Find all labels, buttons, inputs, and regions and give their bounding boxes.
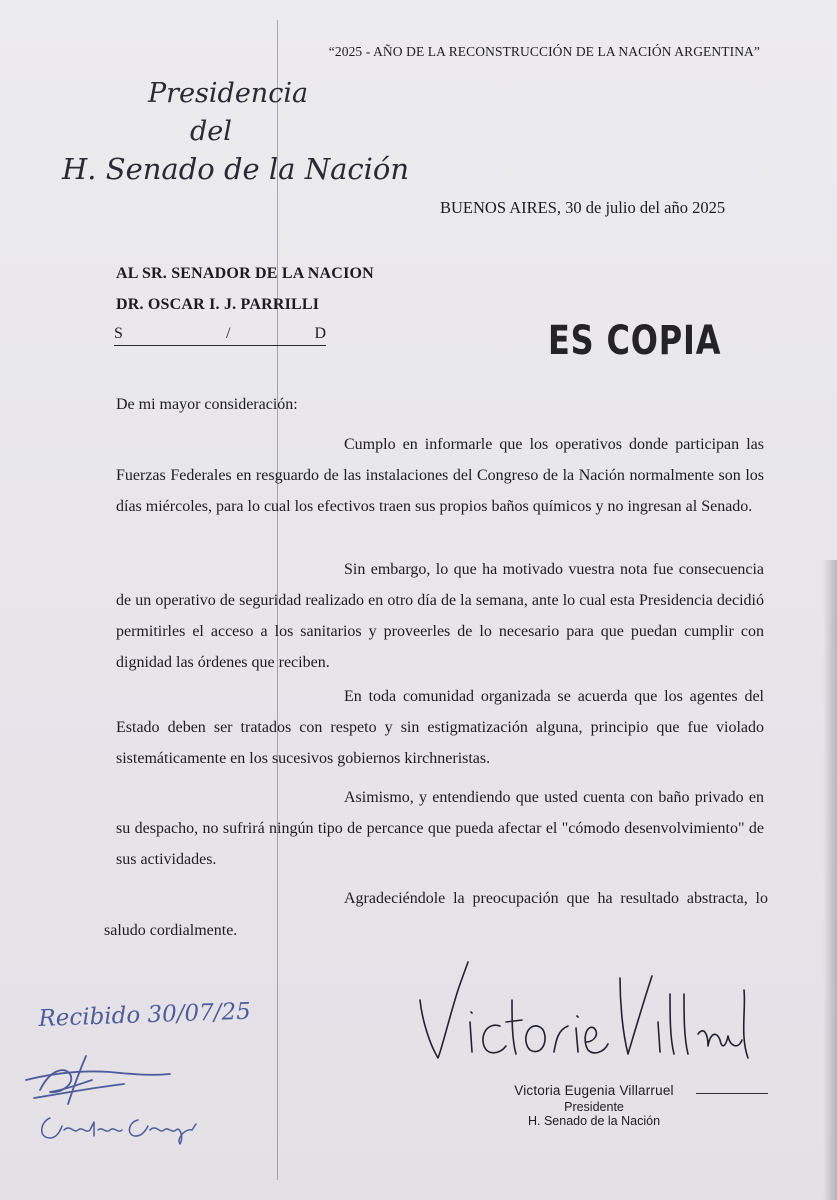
year-motto: “2025 - AÑO DE LA RECONSTRUCCIÓN DE LA NACIÓN ARGENTINA” <box>328 44 760 59</box>
signatory-name: Victoria Eugenia Villarruel <box>514 1083 674 1098</box>
date-line: BUENOS AIRES, 30 de julio del año 2025 <box>440 198 726 217</box>
sd-s: S <box>114 325 123 342</box>
body-paragraph-4: Asimismo, y entendiendo que usted cuenta con baño privado en su despacho, no sufrirá ningún tipo de percance que pueda afectar el "cómodo desenvolvimiento" de sus actividades. <box>116 789 764 868</box>
signature-rule <box>696 1093 768 1094</box>
signatory-institution: H. Senado de la Nación <box>527 1114 661 1128</box>
letterhead-line-2: del <box>190 116 232 147</box>
body-paragraph-3: En toda comunidad organizada se acuerda que los agentes del Estado deben ser tratados con respeto y sin estigmatización alguna, principio que fue violado sistemáticamente en los sucesivos gobiernos kirchneristas. <box>116 688 764 767</box>
receipt-initials <box>20 1050 180 1110</box>
page-edge-shadow <box>823 560 837 1200</box>
copy-stamp: ES COPIA <box>548 318 722 364</box>
letterhead-line-3: H. Senado de la Nación <box>62 152 410 186</box>
addressee-line-2: DR. OSCAR I. J. PARRILLI <box>116 296 320 313</box>
su-despacho-line <box>114 325 326 346</box>
addressee-line-1: AL SR. SENADOR DE LA NACION <box>116 265 374 282</box>
receipt-signature <box>36 1108 206 1148</box>
body-paragraph-1: Cumplo en informarle que los operativos donde participan las Fuerzas Federales en resguardo de las instalaciones del Congreso de la Nación normalmente son los días miércoles, para lo cual los efectivos traen sus propios baños químicos y no ingresan al Senado. <box>116 436 764 515</box>
letterhead-line-1: Presidencia <box>148 78 309 109</box>
body-paragraph-2: Sin embargo, lo que ha motivado vuestra nota fue consecuencia de un operativo de seguridad realizado en otro día de la semana, ante lo cual esta Presidencia decidió permitirles el acceso a los sanitarios y proveerles de lo necesario para que puedan cumplir con dignidad las órdenes que reciben. <box>116 561 764 671</box>
sd-d: D <box>314 325 326 342</box>
salutation: De mi mayor consideración: <box>116 396 298 413</box>
sd-slash: / <box>226 325 231 342</box>
body-paragraph-5: Agradeciéndole la preocupación que ha resultado abstracta, lo saludo cordialmente. <box>104 890 768 939</box>
handwritten-signature <box>408 960 758 1070</box>
received-note: Recibido 30/07/25 <box>38 998 252 1032</box>
signatory-role: Presidente <box>564 1100 624 1114</box>
